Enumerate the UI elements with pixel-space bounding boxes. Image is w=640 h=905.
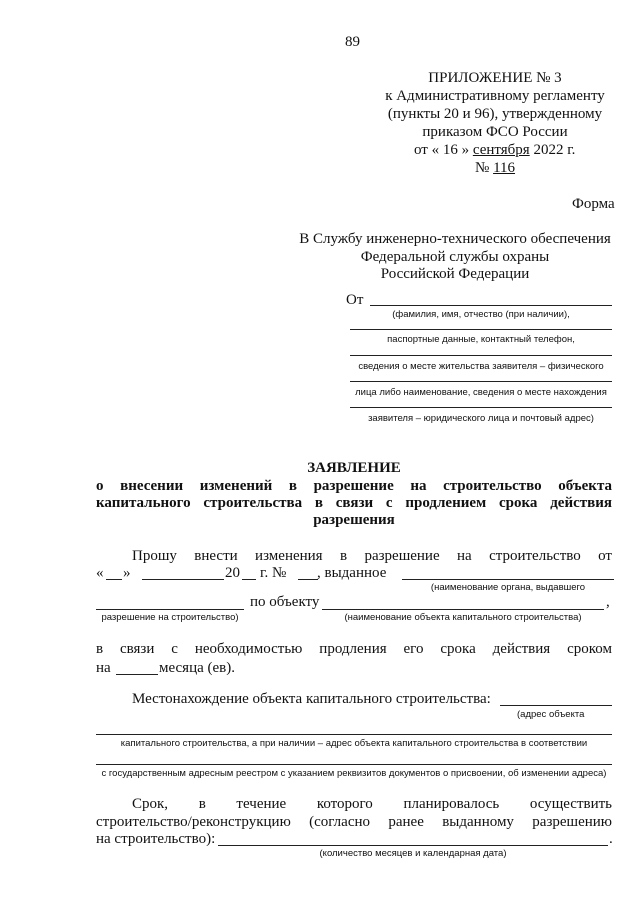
from-label: От	[346, 292, 364, 308]
page-number: 89	[345, 34, 360, 50]
appendix-number	[475, 160, 515, 177]
addressee-line: Федеральной службы охраны	[360, 249, 550, 265]
object-label: по объекту	[250, 594, 320, 610]
form-label: Форма	[572, 196, 615, 212]
permit-number-field[interactable]	[298, 579, 318, 580]
date-month: сентября	[472, 142, 530, 158]
location-field[interactable]	[500, 705, 612, 706]
field-hint: паспортные данные, контактный телефон,	[387, 334, 575, 345]
field-hint: (наименование объекта капитального строительства)	[344, 612, 582, 623]
title-line: о внесении изменений в разрешение на строительство объекта	[96, 478, 612, 494]
extension-suffix: месяца (ев).	[159, 660, 235, 676]
request-text: Прошу внести изменения в разрешение на строительство от	[132, 548, 612, 564]
applicant-address-field[interactable]	[350, 407, 612, 408]
addressee-line: В Службу инженерно-технического обеспечения	[299, 231, 611, 247]
issuer-continued-field[interactable]	[96, 609, 244, 610]
field-hint: разрешение на строительство)	[101, 612, 239, 623]
permit-number-label: г. №	[260, 565, 287, 581]
location-field-2[interactable]	[96, 734, 612, 735]
number-value: 116	[493, 160, 516, 176]
location-field-3[interactable]	[96, 764, 612, 765]
field-hint: с государственным адресным реестром с указанием реквизитов документов о присвоении, об изменении адреса)	[101, 768, 607, 779]
field-hint: (количество месяцев и календарная дата)	[319, 848, 507, 859]
issuer-field[interactable]	[402, 579, 614, 580]
extension-prefix: на	[96, 660, 111, 676]
appendix-line: (пункты 20 и 96), утвержденному	[387, 106, 603, 122]
appendix-date	[414, 142, 575, 159]
permit-month-field[interactable]	[142, 579, 224, 580]
appendix-line: приказом ФСО России	[422, 124, 568, 140]
permit-day-field[interactable]	[106, 579, 122, 580]
field-hint: сведения о месте жительства заявителя – физического	[358, 361, 604, 372]
appendix-line: к Административному регламенту	[385, 88, 605, 104]
title-line: капитального строительства в связи с продлением срока действия	[96, 495, 612, 511]
extension-months-field[interactable]	[116, 674, 158, 675]
field-hint: (наименование органа, выдавшего	[430, 582, 586, 593]
date-prefix: от « 16 »	[414, 142, 470, 158]
year-prefix: 20	[225, 565, 240, 581]
extension-text: в связи с необходимостью продления его срока действия сроком	[96, 641, 612, 657]
date-suffix: 2022 г.	[533, 142, 576, 158]
field-hint: (фамилия, имя, отчество (при наличии),	[392, 309, 570, 320]
object-name-field[interactable]	[322, 609, 604, 610]
term-label: на строительство):	[96, 831, 216, 847]
term-text: Срок, в течение которого планировалось осуществить	[132, 796, 612, 812]
title-line: разрешения	[313, 512, 395, 528]
location-label: Местонахождение объекта капитального строительства:	[132, 691, 491, 707]
permit-year-field[interactable]	[242, 579, 256, 580]
appendix-title: ПРИЛОЖЕНИЕ № 3	[428, 70, 562, 86]
number-prefix: №	[475, 160, 490, 176]
field-hint: капитального строительства, а при наличии – адрес объекта капитального строительства в соответствии	[120, 738, 588, 749]
term-end-period: .	[609, 831, 613, 847]
date-close-quote: »	[123, 565, 131, 581]
term-text: строительство/реконструкцию (согласно ранее выданному разрешению	[96, 814, 612, 830]
applicant-residence-field[interactable]	[350, 355, 612, 356]
field-hint: заявителя – юридического лица и почтовый адрес)	[368, 413, 594, 424]
term-field[interactable]	[218, 845, 608, 846]
field-hint: (адрес объекта	[517, 709, 585, 720]
title-heading: ЗАЯВЛЕНИЕ	[307, 460, 401, 476]
applicant-location-field[interactable]	[350, 381, 612, 382]
addressee-line: Российской Федерации	[380, 266, 530, 282]
date-open-quote: «	[96, 565, 104, 581]
applicant-passport-field[interactable]	[350, 329, 612, 330]
field-hint: лица либо наименование, сведения о месте нахождения	[355, 387, 607, 398]
object-comma: ,	[606, 594, 610, 610]
issued-by-label: , выданное	[317, 565, 387, 581]
applicant-name-field[interactable]	[370, 305, 612, 306]
